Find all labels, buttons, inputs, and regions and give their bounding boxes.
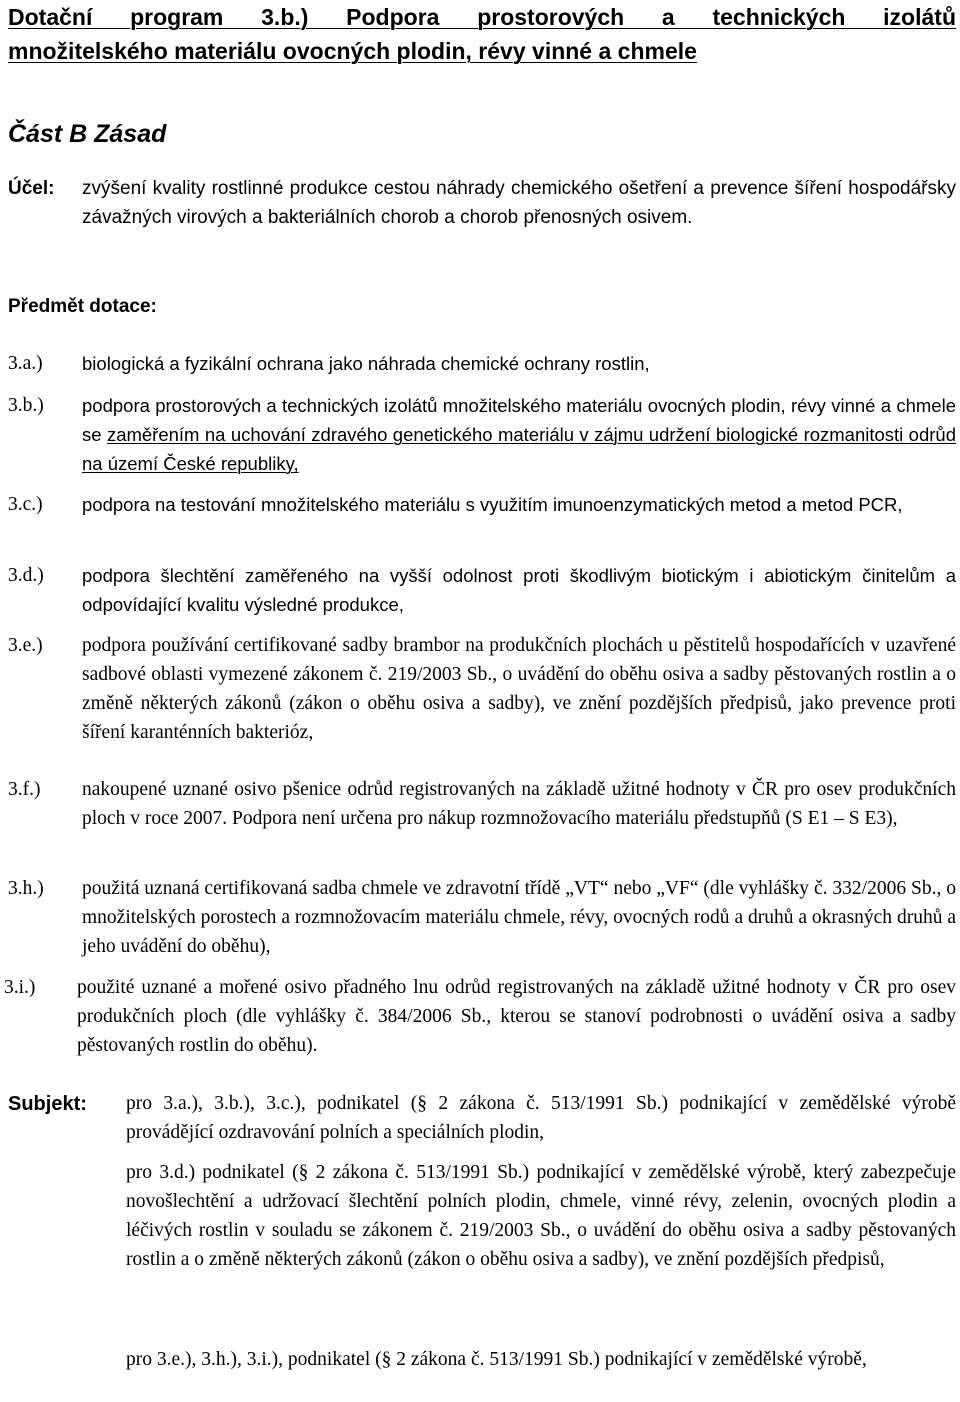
purpose-text: zvýšení kvality rostlinné produkce cestou náhrady chemického ošetření a prevence šíření hospodářsky závažných virových a bakteriálních chorob a chorob přenosných osivem. [82, 178, 956, 228]
item-code-3d: 3.d.) [8, 565, 44, 586]
subject-paragraph-1: pro 3.a.), 3.b.), 3.c.), podnikatel (§ 2 zákona č. 513/1991 Sb.) podnikající v zemědělské výrobě provádějící ozdravování polních a speciálních plodin, [126, 1093, 956, 1143]
item-text-3a: biologická a fyzikální ochrana jako náhrada chemické ochrany rostlin, [82, 353, 650, 374]
item-text-3h: použitá uznaná certifikovaná sadba chmele ve zdravotní třídě „VT“ nebo „VF“ (dle vyhlášky č. 332/2006 Sb., o množitelských porostech a rozmnožovacím materiálu chmele, révy, ovocných rodů a druhů a okrasných druhů a jeho uvádění do oběhu), [82, 878, 956, 957]
item-code-3b: 3.b.) [8, 395, 44, 416]
item-text-3c: podpora na testování množitelského materiálu s využitím imunoenzymatických metod a metod PCR, [82, 494, 903, 515]
item-text-3i: použité uznané a mořené osivo přadného lnu odrůd registrovaných na základě užitné hodnoty v ČR pro osev produkčních ploch (dle vyhlášky č. 384/2006 Sb., kterou se stanoví podrobnosti o uvádění osiva a sadby pěstovaných rostlin do oběhu). [77, 977, 956, 1056]
item-text-3b-plain: podpora prostorových a technických izolátů množitelského materiálu ovocných plodin, révy vinné a chmele se [82, 395, 956, 445]
item-text-3b [82, 391, 956, 478]
document-title-line-2: množitelského materiálu ovocných plodin, révy vinné a chmele [8, 38, 697, 64]
item-code-3h: 3.h.) [8, 878, 44, 899]
item-code-3e: 3.e.) [8, 635, 43, 656]
subject-paragraph-3: pro 3.e.), 3.h.), 3.i.), podnikatel (§ 2 zákona č. 513/1991 Sb.) podnikající v zemědělské výrobě, [126, 1349, 867, 1370]
document-title [8, 0, 956, 68]
part-heading: Část B Zásad [8, 120, 167, 148]
purpose-label: Účel: [8, 178, 55, 199]
item-text-3d: podpora šlechtění zaměřeného na vyšší odolnost proti škodlivým biotickým i abiotickým činitelům a odpovídající kvalitu výsledné produkce, [82, 565, 956, 615]
item-text-3e: podpora používání certifikované sadby brambor na produkčních plochách u pěstitelů hospodařících v uzavřené sadbové oblasti vymezené zákonem č. 219/2003 Sb., o uvádění do oběhu osiva a sadby pěstovaných rostlin a o změně některých zákonů (zákon o oběhu osiva a sadby), ve znění pozdějších předpisů, jako prevence proti šíření karanténních bakterióz, [82, 635, 956, 743]
item-code-3c: 3.c.) [8, 494, 43, 515]
subsidy-subject-heading: Předmět dotace: [8, 296, 157, 317]
item-text-3b-underlined: zaměřením na uchování zdravého genetického materiálu v zájmu udržení biologické rozmanitosti odrůd na území České republiky, [82, 424, 956, 474]
item-code-3i: 3.i.) [4, 977, 36, 998]
document-title-line-1: Dotační program 3.b.) Podpora prostorových a technických izolátů [8, 4, 956, 30]
subject-paragraph-2: pro 3.d.) podnikatel (§ 2 zákona č. 513/1991 Sb.) podnikající v zemědělské výrobě, který zabezpečuje novošlechtění a udržovací šlechtění polních plodin, chmele, vinné révy, zelenin, ovocných plodin a léčivých rostlin v souladu se zákonem č. 219/2003 Sb., o uvádění do oběhu osiva a sadby pěstovaných rostlin a o změně některých zákonů (zákon o oběhu osiva a sadby), ve znění pozdějších předpisů, [126, 1162, 956, 1270]
item-code-3f: 3.f.) [8, 779, 41, 800]
item-text-3f: nakoupené uznané osivo pšenice odrůd registrovaných na základě užitné hodnoty v ČR pro osev produkčních ploch v roce 2007. Podpora není určena pro nákup rozmnožovacího materiálu předstupňů (S E1 – S E3), [82, 779, 956, 829]
item-code-3a: 3.a.) [8, 353, 43, 374]
subject-label: Subjekt: [8, 1093, 87, 1115]
